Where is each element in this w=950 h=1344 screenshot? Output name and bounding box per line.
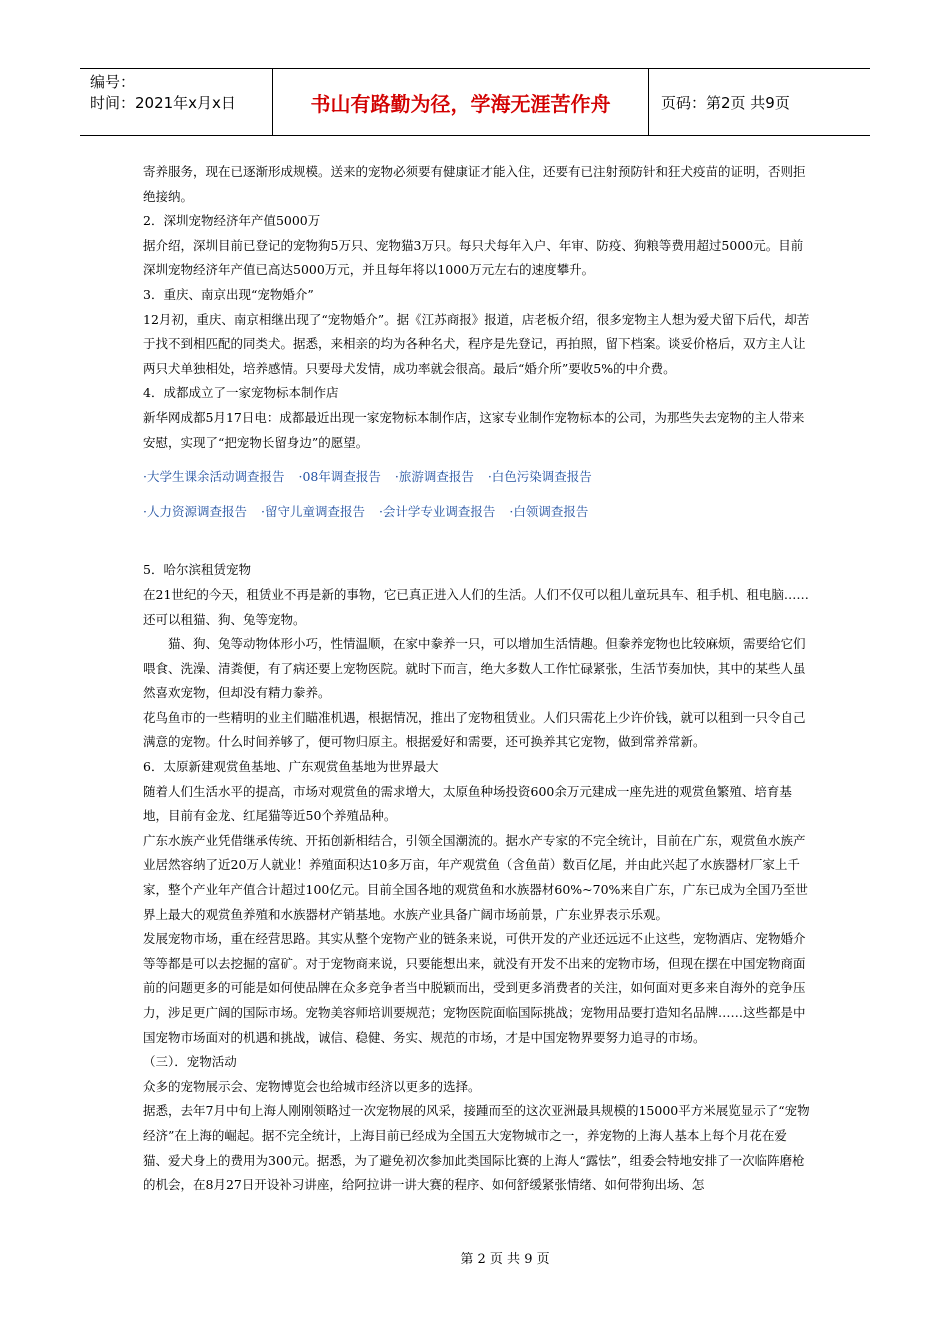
related-link[interactable]: ·08年调查报告 bbox=[298, 469, 381, 485]
header-meta bbox=[80, 69, 273, 135]
document-number-label: 编号： bbox=[90, 73, 136, 91]
paragraph: 花鸟鱼市的一些精明的业主们瞄准机遇，根据情况，推出了宠物租赁业。人们只需花上少许价钱，就可以租到一只令自己满意的宠物。什么时间养够了，便可物归原主。根据爱好和需要，还可换养其它宠物，做到常养常新。 bbox=[143, 709, 806, 750]
paragraph: 据悉，去年7月中旬上海人刚刚领略过一次宠物展的风采，接踵而至的这次亚洲最具规模的15000平方米展览显示了“宠物经济”在上海的崛起。据不完全统计，上海目前已经成为全国五大宠物城市之一，养宠物的上海人基本上每个月花在爱猫、爱犬身上的费用为300元。据悉，为了避免初次参加此类国际比赛的上海人“露怯”，组委会特地安排了一次临阵磨枪的机会，在8月27日开设补习讲座，给阿拉讲一讲大赛的程序、如何舒缓紧张情绪、如何带狗出场、怎 bbox=[143, 1103, 810, 1193]
header-page-info: 页码：第2页 共9页 bbox=[661, 93, 790, 112]
header-motto: 书山有路勤为径，学海无涯苦作舟 bbox=[273, 69, 649, 135]
section-heading: 2．深圳宠物经济年产值5000万 bbox=[143, 213, 321, 229]
paragraph: 广东水族产业凭借继承传统、开拓创新相结合，引领全国潮流的。据水产专家的不完全统计，目前在广东，观赏鱼水族产业居然容纳了近20万人就业！养殖面积达10多万亩，年产观赏鱼（含鱼苗）数百亿尾，并由此兴起了水族器材厂家上千家，整个产业年产值合计超过100亿元。目前全国各地的观赏鱼和水族器材60%~70%来自广东，广东已成为全国乃至世界上最大的观赏鱼养殖和水族器材产销基地。水族产业具备广阔市场前景，广东业界表示乐观。 bbox=[143, 832, 808, 922]
paragraph: 随着人们生活水平的提高，市场对观赏鱼的需求增大，太原鱼种场投资600余万元建成一座先进的观赏鱼繁殖、培育基地，目前有金龙、红尾猫等近50个养殖品种。 bbox=[143, 783, 792, 824]
related-link[interactable]: ·白色污染调查报告 bbox=[487, 469, 592, 485]
related-links-row bbox=[143, 465, 811, 490]
document-body bbox=[143, 160, 811, 1198]
section-heading: 4．成都成立了一家宠物标本制作店 bbox=[143, 385, 339, 401]
paragraph: 发展宠物市场，重在经营思路。其实从整个宠物产业的链条来说，可供开发的产业还远远不止这些，宠物酒店、宠物婚介等等都是可以去挖掘的富矿。对于宠物商来说，只要能想出来，就没有开发不出来的宠物市场，但现在摆在中国宠物商面前的问题更多的可能是如何使品牌在众多竞争者当中脱颖而出，受到更多消费者的关注，如何面对更多来自海外的竞争压力，涉足更广阔的国际市场。宠物美容师培训要规范；宠物医院面临国际挑战；宠物用品要打造知名品牌……这些都是中国宠物市场面对的机遇和挑战，诚信、稳健、务实、规范的市场，才是中国宠物界要努力追寻的市场。 bbox=[143, 931, 806, 1045]
paragraph: 在21世纪的今天，租赁业不再是新的事物，它已真正进入人们的生活。人们不仅可以租儿童玩具车、租手机、租电脑……还可以租猫、狗、兔等宠物。 bbox=[143, 586, 809, 627]
related-link[interactable]: ·留守儿童调查报告 bbox=[260, 503, 365, 519]
paragraph: 众多的宠物展示会、宠物博览会也给城市经济以更多的选择。 bbox=[143, 1078, 481, 1094]
page-header bbox=[80, 68, 870, 136]
related-link[interactable]: ·会计学专业调查报告 bbox=[378, 503, 496, 519]
related-link[interactable]: ·白领调查报告 bbox=[509, 503, 589, 519]
section-heading: 5．哈尔滨租赁宠物 bbox=[143, 562, 251, 578]
document-time-label: 时间：2021年x月x日 bbox=[90, 94, 236, 112]
section-heading: 3．重庆、南京出现“宠物婚介” bbox=[143, 286, 314, 302]
paragraph: 12月初，重庆、南京相继出现了“宠物婚介”。据《江苏商报》报道，店老板介绍，很多宠物主人想为爱犬留下后代，却苦于找不到相匹配的同类犬。据悉，来相亲的均为各种名犬，程序是先登记，再拍照，留下档案。谈妥价格后，双方主人让两只犬单独相处，培养感情。只要母犬发情，成功率就会很高。最后“婚介所”要收5%的中介费。 bbox=[143, 311, 810, 376]
related-link[interactable]: ·大学生课余活动调查报告 bbox=[143, 469, 285, 485]
spacer bbox=[143, 528, 811, 558]
section-heading: 6．太原新建观赏鱼基地、广东观赏鱼基地为世界最大 bbox=[143, 759, 439, 775]
paragraph: 新华网成都5月17日电：成都最近出现一家宠物标本制作店，这家专业制作宠物标本的公司，为那些失去宠物的主人带来安慰，实现了“把宠物长留身边”的愿望。 bbox=[143, 409, 805, 450]
page-footer: 第 2 页 共 9 页 bbox=[460, 1252, 550, 1267]
paragraph: 猫、狗、兔等动物体形小巧，性情温顺，在家中豢养一只，可以增加生活情趣。但豢养宠物也比较麻烦，需要给它们喂食、洗澡、清粪便，有了病还要上宠物医院。就时下而言，绝大多数人工作忙碌紧张，生活节奏加快，其中的某些人虽然喜欢宠物，但却没有精力豢养。 bbox=[143, 636, 806, 701]
paragraph: 据介绍，深圳目前已登记的宠物狗5万只、宠物猫3万只。每只犬每年入户、年审、防疫、狗粮等费用超过5000元。目前深圳宠物经济年产值已高达5000万元，并且每年将以1000万元左右的速度攀升。 bbox=[143, 237, 804, 278]
paragraph: 寄养服务，现在已逐渐形成规模。送来的宠物必须要有健康证才能入住，还要有已注射预防针和狂犬疫苗的证明，否则拒绝接纳。 bbox=[143, 164, 806, 204]
related-links-row bbox=[143, 500, 811, 525]
related-link[interactable]: ·旅游调查报告 bbox=[394, 469, 474, 485]
related-link[interactable]: ·人力资源调查报告 bbox=[143, 503, 247, 519]
section-heading: （三）．宠物活动 bbox=[143, 1054, 237, 1070]
